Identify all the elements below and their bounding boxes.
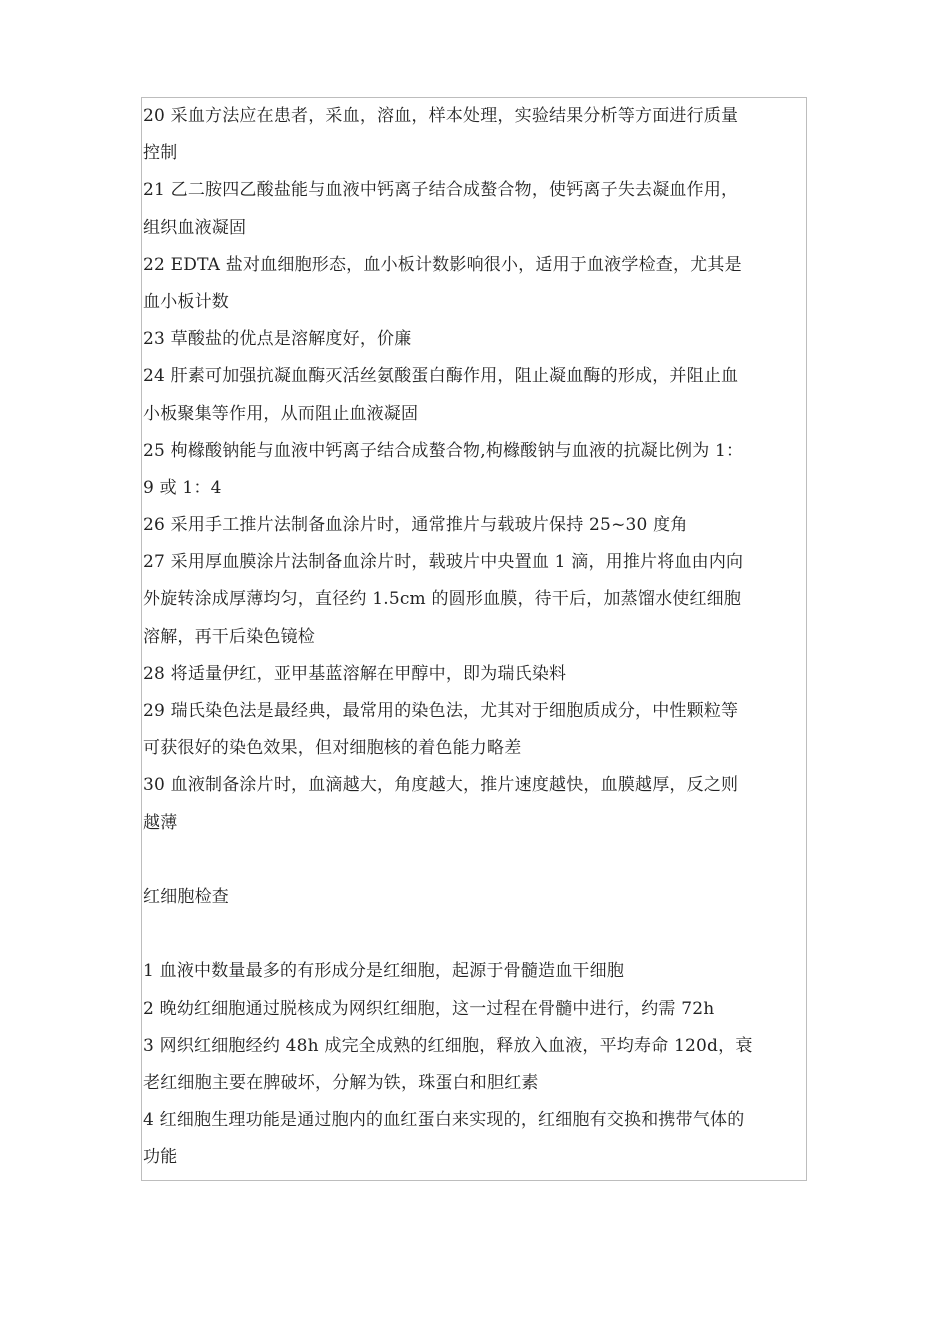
text-line: 溶解，再干后染色镜检 bbox=[143, 626, 315, 647]
text-line: 22 EDTA 盐对血细胞形态，血小板计数影响很小，适用于血液学检查，尤其是 bbox=[143, 254, 742, 275]
text-line: 24 肝素可加强抗凝血酶灭活丝氨酸蛋白酶作用，阻止凝血酶的形成，并阻止血 bbox=[143, 366, 739, 387]
text-line: 23 草酸盐的优点是溶解度好，价廉 bbox=[143, 329, 412, 350]
text-line: 2 晚幼红细胞通过脱核成为网织红细胞，这一过程在骨髓中进行，约需 72h bbox=[143, 998, 715, 1019]
text-line: 28 将适量伊红，亚甲基蓝溶解在甲醇中，即为瑞氏染料 bbox=[143, 663, 567, 684]
text-line: 21 乙二胺四乙酸盐能与血液中钙离子结合成螯合物，使钙离子失去凝血作用， bbox=[143, 180, 739, 201]
document-content bbox=[143, 98, 807, 1176]
text-line: 25 枸橼酸钠能与血液中钙离子结合成螯合物,枸橼酸钠与血液的抗凝比例为 1： bbox=[143, 440, 744, 461]
text-line: 30 血液制备涂片时，血滴越大，角度越大，推片速度越快，血膜越厚，反之则 bbox=[143, 775, 739, 796]
text-line: 组织血液凝固 bbox=[143, 217, 247, 238]
text-line: 27 采用厚血膜涂片法制备血涂片时，载玻片中央置血 1 滴，用推片将血由内向 bbox=[143, 552, 744, 573]
blank-line bbox=[143, 842, 807, 879]
text-line: 29 瑞氏染色法是最经典，最常用的染色法，尤其对于细胞质成分，中性颗粒等 bbox=[143, 701, 739, 721]
text-line: 3 网织红细胞经约 48h 成完全成熟的红细胞，释放入血液，平均寿命 120d，衰 bbox=[143, 1035, 753, 1056]
text-line: 越薄 bbox=[143, 812, 178, 833]
text-line: 血小板计数 bbox=[143, 291, 229, 312]
text-line: 控制 bbox=[143, 143, 178, 164]
text-line: 9 或 1：4 bbox=[143, 477, 222, 498]
text-line: 外旋转涂成厚薄均匀，直径约 1.5cm 的圆形血膜，待干后，加蒸馏水使红细胞 bbox=[143, 589, 742, 610]
blank-line bbox=[143, 916, 807, 953]
text-line: 4 红细胞生理功能是通过胞内的血红蛋白来实现的，红细胞有交换和携带气体的 bbox=[143, 1110, 745, 1131]
text-line: 26 采用手工推片法制备血涂片时，通常推片与载玻片保持 25~30 度角 bbox=[143, 515, 688, 536]
text-line: 小板聚集等作用，从而阻止血液凝固 bbox=[143, 403, 419, 424]
section-heading: 红细胞检查 bbox=[143, 886, 229, 907]
text-line: 可获很好的染色效果，但对细胞核的着色能力略差 bbox=[143, 738, 522, 759]
text-line: 20 采血方法应在患者，采血，溶血，样本处理，实验结果分析等方面进行质量 bbox=[143, 106, 739, 126]
text-line: 1 血液中数量最多的有形成分是红细胞，起源于骨髓造血干细胞 bbox=[143, 961, 625, 982]
text-line: 老红细胞主要在脾破坏，分解为铁，珠蛋白和胆红素 bbox=[143, 1072, 539, 1093]
text-line: 功能 bbox=[143, 1147, 178, 1168]
